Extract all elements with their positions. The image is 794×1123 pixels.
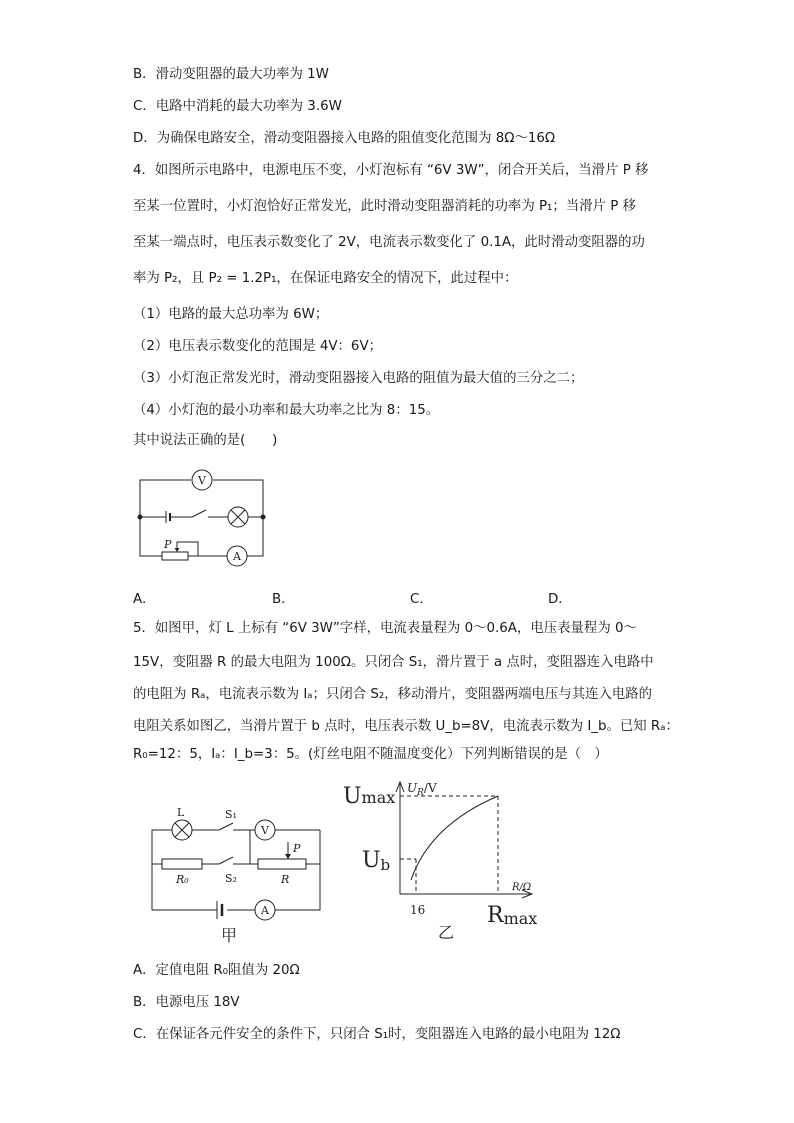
q5-option-c[interactable]: C．在保证各元件安全的条件下，只闭合 S₁时，变阻器连入电路的最小电阻为 12Ω (133, 1027, 621, 1042)
r-max-label: Rmax (487, 903, 538, 928)
q5-line-4: 电阻关系如图乙，当滑片置于 b 点时，电压表示数 U_b=8V，电流表示数为 I_b。已知 Rₐ： (133, 719, 679, 734)
slider-p-label: P (293, 842, 301, 855)
option-c-text: C．电路中消耗的最大功率为 3.6W (133, 99, 342, 114)
u-b-label: Ub (362, 848, 391, 874)
q4-line-2: 至某一位置时，小灯泡恰好正常发光，此时滑动变阻器消耗的功率为 P₁；当滑片 P 移 (133, 199, 636, 214)
slider-arrow (175, 548, 180, 552)
resistor-r0-symbol (162, 859, 202, 869)
q4-statement-4: （4）小灯泡的最小功率和最大功率之比为 8：15。 (133, 403, 440, 418)
u-max-label: Umax (343, 784, 396, 809)
rheostat-r-label: R (281, 873, 290, 886)
q5-graph-yi (340, 770, 540, 940)
junction-left (138, 515, 143, 520)
slider-p-label: P (164, 538, 172, 551)
q4-circuit-diagram (130, 462, 275, 574)
q5-line-1: 5．如图甲，灯 L 上标有 “6V 3W”字样，电流表量程为 0～0.6A，电压表量程为 0～ (133, 621, 637, 636)
voltage-resistance-curve (411, 796, 498, 880)
option-d-text: D．为确保电路安全，滑动变阻器接入电路的阻值变化范围为 8Ω～16Ω (133, 131, 556, 146)
q4-line-4: 率为 P₂，且 P₂ = 1.2P₁，在保证电路安全的情况下，此过程中： (133, 271, 518, 286)
junction-right (261, 515, 266, 520)
ammeter-label: A (261, 904, 269, 917)
figure-jia-caption: 甲 (221, 926, 238, 945)
slider-arrow (285, 854, 291, 859)
q4-line-3: 至某一端点时，电压表示数变化了 2V，电流表示数变化了 0.1A，此时滑动变阻器的功 (133, 235, 645, 250)
x-axis-label: R/Ω (512, 882, 532, 893)
lamp-l-label: L (177, 806, 185, 819)
q4-option-b[interactable]: B． (272, 592, 295, 607)
y-axis-label: $U_R/V$ (407, 781, 437, 798)
q5-option-a[interactable]: A．定值电阻 R₀阻值为 20Ω (133, 963, 300, 978)
q4-prompt: 其中说法正确的是( ) (133, 433, 278, 448)
q5-line-5: R₀=12：5，Iₐ：I_b=3：5。(灯丝电阻不随温度变化）下列判断错误的是（ ） (133, 747, 608, 762)
q5-circuit-diagram-jia (145, 800, 330, 945)
q4-option-d[interactable]: D． (548, 592, 572, 607)
voltmeter-label: V (261, 824, 269, 837)
tick-16-label: 16 (410, 903, 426, 917)
switch-s2-label: S₂ (225, 872, 237, 885)
q4-statement-3: （3）小灯泡正常发光时，滑动变阻器接入电路的阻值为最大值的三分之二； (133, 371, 584, 386)
q5-line-3: 的电阻为 Rₐ，电流表示数为 Iₐ；只闭合 S₂，移动滑片，变阻器两端电压与其连入电路的 (133, 687, 653, 702)
q4-statement-1: （1）电路的最大总功率为 6W； (133, 307, 329, 322)
q5-option-b[interactable]: B．电源电压 18V (133, 995, 240, 1010)
figure-yi-caption: 乙 (438, 923, 455, 942)
resistor-r0-label: R₀ (176, 873, 189, 886)
voltmeter-label: V (198, 474, 206, 487)
switch-s1-label: S₁ (225, 808, 237, 821)
q4-option-c[interactable]: C． (410, 592, 433, 607)
rheostat-symbol (162, 552, 188, 560)
q4-statement-2: （2）电压表示数变化的范围是 4V：6V； (133, 339, 382, 354)
q5-line-2: 15V，变阻器 R 的最大电阻为 100Ω。只闭合 S₁，滑片置于 a 点时，变阻器连入电路中 (133, 655, 654, 670)
q4-option-a[interactable]: A． (133, 592, 156, 607)
ammeter-label: A (233, 550, 241, 563)
q4-line-1: 4．如图所示电路中，电源电压不变，小灯泡标有 “6V 3W”，闭合开关后，当滑片 P 移 (133, 163, 649, 178)
option-b-text: B．滑动变阻器的最大功率为 1W (133, 67, 329, 82)
rheostat-r-symbol (258, 859, 306, 869)
